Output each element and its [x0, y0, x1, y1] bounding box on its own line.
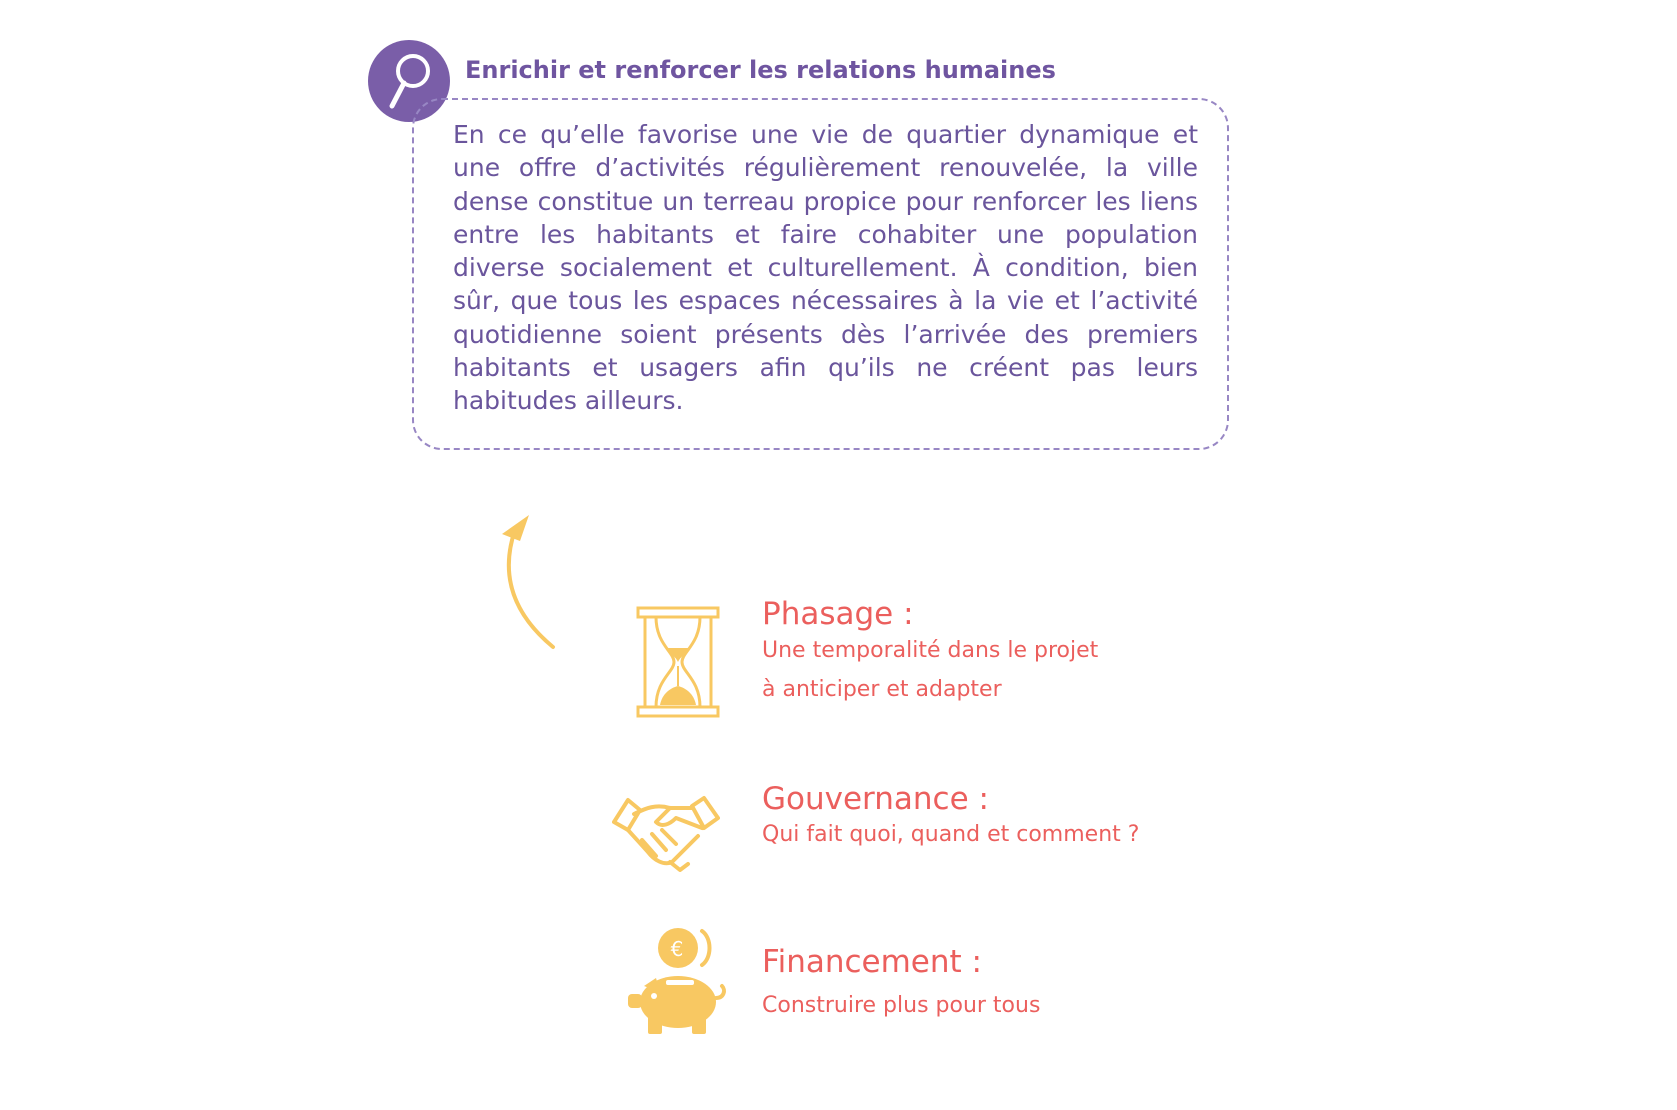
hourglass-icon — [636, 606, 720, 718]
callout-line: habitants et usagers afin qu’ils ne créent pas leurs — [453, 353, 1198, 383]
callout-line: liens entre les habitants et faire cohabiter une population — [453, 186, 1198, 249]
callout-line: habitudes ailleurs. — [453, 386, 684, 416]
piggy-bank-icon — [626, 926, 730, 1036]
callout-line: sûr, que tous les espaces nécessaires à la vie et l’activité — [453, 286, 1198, 316]
phasage-title: Phasage : — [762, 596, 914, 632]
callout-line: En ce qu’elle favorise une vie de quartier dynamique et — [453, 120, 1198, 149]
phasage-line: Une temporalité dans le projet — [762, 638, 1099, 663]
callout-line: quotidienne soient présents dès l’arrivée des premiers — [453, 319, 1198, 349]
financement-title: Financement : — [762, 944, 982, 980]
callout-body — [453, 118, 1198, 418]
svg-text:€: € — [670, 937, 684, 961]
phasage-line: à anticiper et adapter — [762, 677, 1002, 702]
gouvernance-title: Gouvernance : — [762, 781, 989, 817]
handshake-icon — [612, 792, 720, 874]
financement-line: Construire plus pour tous — [762, 993, 1041, 1018]
callout-title: Enrichir et renforcer les relations humaines — [465, 56, 1056, 84]
callout-line: diverse socialement et culturellement. À condition, bien — [453, 253, 1198, 283]
callout-line: une offre d’activités régulièrement renouvelée, la ville — [453, 153, 1198, 183]
callout-line: dense constitue un terreau propice pour renforcer les — [453, 186, 1131, 216]
gouvernance-line: Qui fait quoi, quand et comment ? — [762, 822, 1140, 847]
curved-arrow-icon — [480, 500, 560, 660]
